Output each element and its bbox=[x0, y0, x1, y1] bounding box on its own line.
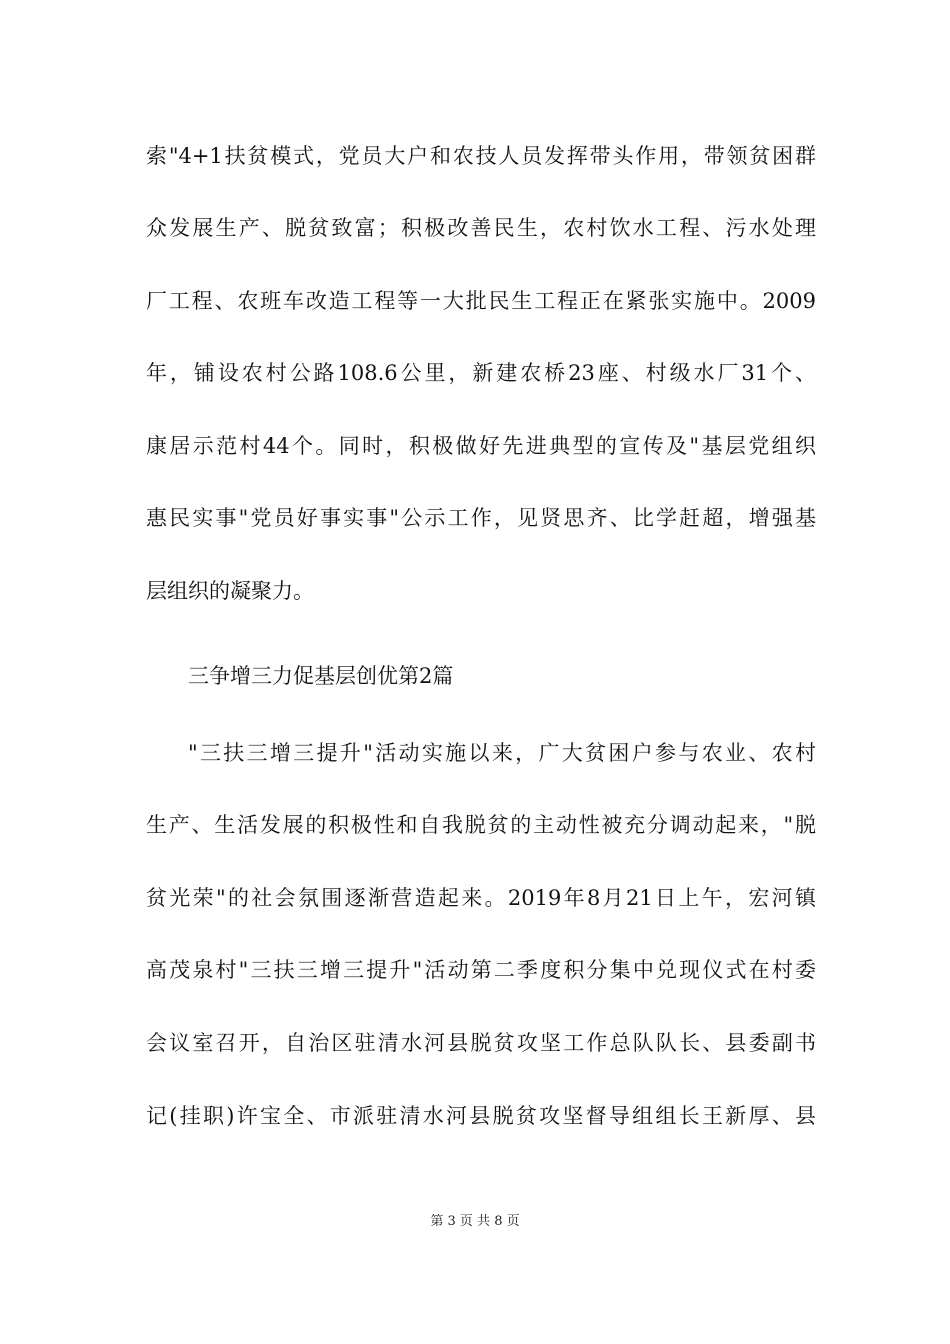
paragraph-line: 众发展生产、脱贫致富；积极改善民生，农村饮水工程、污水处理 bbox=[146, 216, 816, 240]
paragraph-line: 年，铺设农村公路108.6公里，新建农桥23座、村级水厂31个、 bbox=[146, 361, 816, 385]
paragraph-line: 索"4+1扶贫模式，党员大户和农技人员发挥带头作用，带领贫困群 bbox=[146, 144, 816, 168]
paragraph-line: 惠民实事"党员好事实事"公示工作，见贤思齐、比学赶超，增强基 bbox=[146, 506, 816, 530]
paragraph-line: 会议室召开，自治区驻清水河县脱贫攻坚工作总队队长、县委副书 bbox=[146, 1031, 816, 1055]
paragraph-line: 康居示范村44个。同时，积极做好先进典型的宣传及"基层党组织 bbox=[146, 434, 816, 458]
paragraph-line: 厂工程、农班车改造工程等一大批民生工程正在紧张实施中。2009 bbox=[146, 289, 816, 313]
paragraph-line: 层组织的凝聚力。 bbox=[146, 579, 314, 603]
section-title: 三争增三力促基层创优第2篇 bbox=[188, 664, 454, 688]
page-number-footer: 第 3 页 共 8 页 bbox=[430, 1214, 520, 1229]
paragraph-line: 贫光荣"的社会氛围逐渐营造起来。2019年8月21日上午，宏河镇 bbox=[146, 886, 816, 910]
paragraph-line: 生产、生活发展的积极性和自我脱贫的主动性被充分调动起来，"脱 bbox=[146, 813, 816, 837]
paragraph-line: 高茂泉村"三扶三增三提升"活动第二季度积分集中兑现仪式在村委 bbox=[146, 958, 816, 982]
paragraph-line: 记(挂职)许宝全、市派驻清水河县脱贫攻坚督导组组长王新厚、县 bbox=[146, 1104, 816, 1128]
paragraph-line: "三扶三增三提升"活动实施以来，广大贫困户参与农业、农村 bbox=[188, 741, 816, 765]
